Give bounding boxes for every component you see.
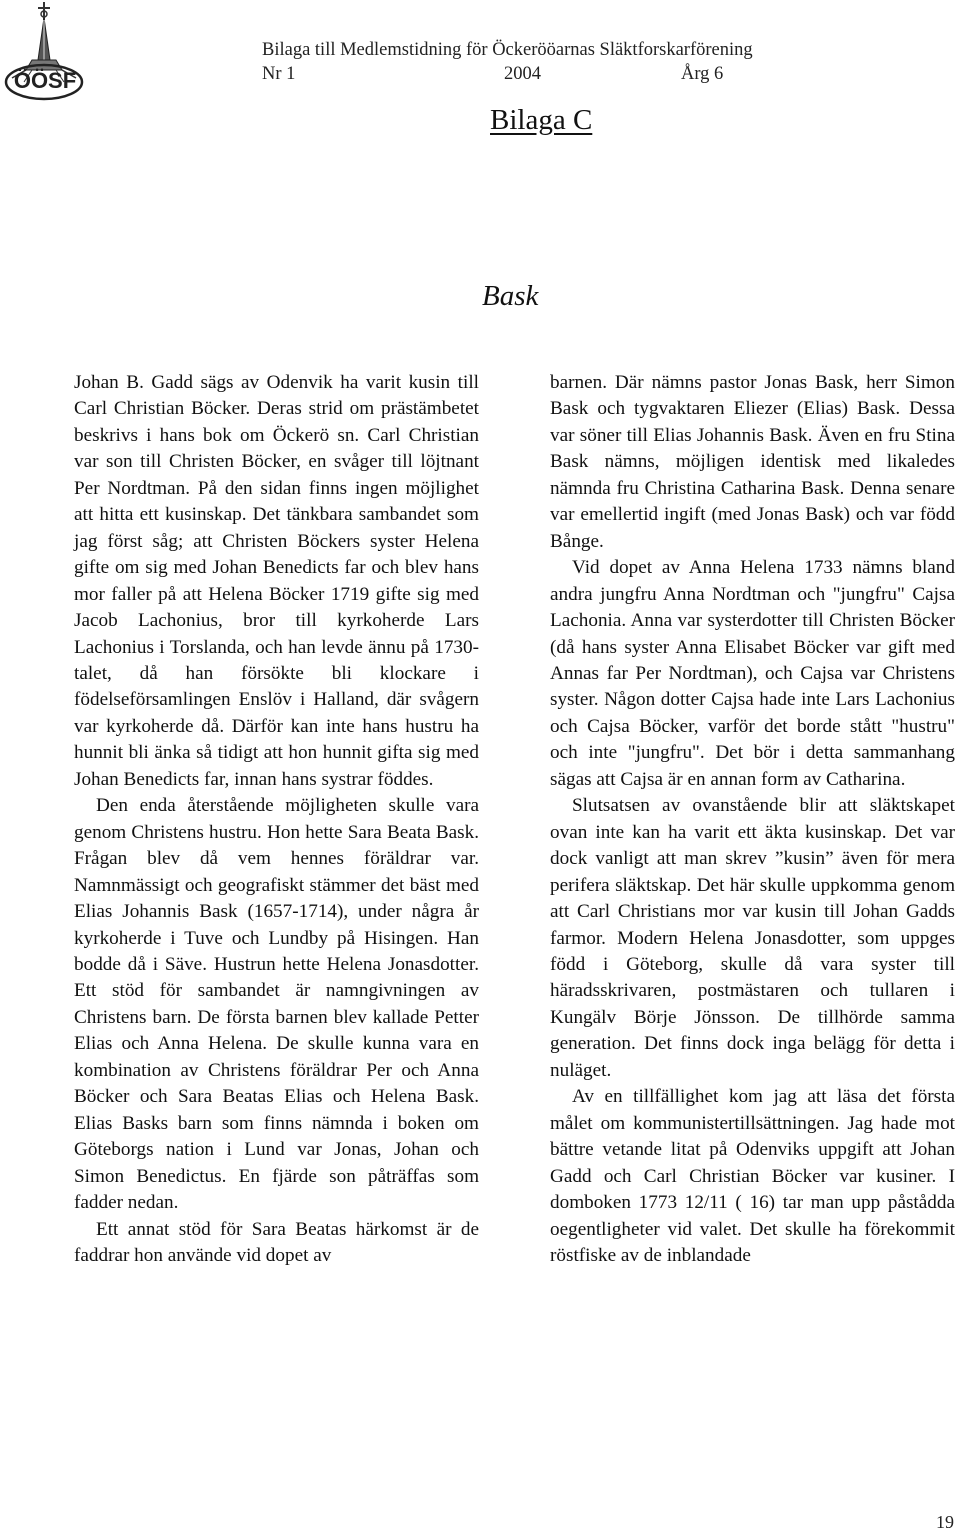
page-number: 19 xyxy=(936,1512,954,1532)
paragraph: Av en tillfällighet kom jag att läsa det första målet om kommunistertillsättningen. Jag hade mot bättre vetande litat på Odenviks uppgift att Johan Gadd och Carl Christian Böcker var kusiner. I domboken 1773 12/11 ( 16) tar man upp påstådda oegentligheter vid valet. Det skulle ha förekommit röstfiske av de inblandade xyxy=(550,1086,955,1266)
page-title: Bilaga C xyxy=(490,104,593,136)
paragraph: Johan B. Gadd sägs av Odenvik ha varit kusin till Carl Christian Böcker. Deras strid om prästämbetet beskrivs i hans bok om Öckerö sn. Carl Christian var son till Christen Böcker, en svåger till löjtnant Per Nordtman. På den sidan finns ingen möjlighet att hitta ett kusinskap. Det tänkbara sambandet som jag först såg; att Christen Böckers syster Helena gifte om sig med Johan Benedicts far och blev hans mor faller på att Helena Böcker 1719 gifte sig med Jacob Lachonius, bror till kyrkoherde Lars Lachonius i Torslanda, och han levde ännu på 1730-talet, då han försökte bli klockare i födelseförsamlingen Enslöv i Halland, där svågern var kyrkoherde då. Därför kan inte hans hustru ha hunnit bli änka så tidigt att hon hunnit gifta sig med Johan Benedicts far, innan hans systrar föddes. xyxy=(74,372,479,790)
header-volume: Årg 6 xyxy=(681,64,724,84)
society-logo xyxy=(2,0,86,104)
header-society-line: Bilaga till Medlemstidning för Öckerööarnas Släktforskarförening xyxy=(262,40,753,60)
paragraph: Den enda återstående möjligheten skulle vara genom Christens hustru. Hon hette Sara Beata Bask. Frågan blev då vem hennes föräldrar var. Namnmässigt och geografiskt stämmer det bäst med Elias Johannis Bask (1657-1714), under några år kyrkoherde i Tuve och Lundby på Hisingen. Han bodde då i Säve. Hustrun hette Helena Jonasdotter. Ett stöd för sambandet är namngivningen av Christens barn. De första barnen blev kallade Petter Elias och Anna Helena. De skulle kunna vara en kombination av Christens föräldrar Per och Anna Böcker och Sara Beatas Elias och Helena Bask. Elias Basks barn som finns nämnda i boken om Göteborgs nation i Lund var Jonas, Johan och Simon Benedictus. En fjärde son påträffas som fadder nedan. xyxy=(74,795,479,1214)
article-title: Bask xyxy=(482,280,539,312)
header-issue: Nr 1 xyxy=(262,64,296,84)
paragraph: Vid dopet av Anna Helena 1733 nämns bland andra jungfru Anna Nordtman och "jungfru" Cajsa Lachonia. Anna var systerdotter till Christen Böcker (då hans syster Anna Elisabet Böcker var gift med Annas far Per Nordtman), och Cajsa var Christens syster. Någon dotter Cajsa hade inte Lars Lachonius och Cajsa Böcker, varför det borde stått "hustru" och inte "jungfru". Det bör i detta sammanhang sägas att Cajsa är en annan form av Catharina. xyxy=(550,557,955,790)
left-column xyxy=(74,370,479,1269)
paragraph: Slutsatsen av ovanstående blir att släktskapet ovan inte kan ha varit ett äkta kusinskap. Det var dock vanligt att man skrev ”kusin” även för mera perifera släktskap. Det här skulle uppkomma genom att Carl Christians mor var kusin till Johan Gadds farmor. Modern Helena Jonasdotter, som uppges född i Göteborg, skulle då vara syster till häradsskrivaren, postmästaren och tullaren i Kungälv Börje Jönsson. De tillhörde samma generation. Det finns dock inga belägg för detta i nuläget. xyxy=(550,795,955,1081)
header-year: 2004 xyxy=(504,64,541,84)
running-header xyxy=(262,38,782,86)
paragraph: Ett annat stöd för Sara Beatas härkomst är de faddrar hon använde vid dopet av xyxy=(74,1218,479,1266)
paragraph: barnen. Där nämns pastor Jonas Bask, herr Simon Bask och tygvaktaren Eliezer (Elias) Bask. Dessa var söner till Elias Johannis Bask. Även en fru Stina Bask nämns, möjligen identisk med likaledes nämnda fru Christina Catharina Bask. Denna senare var emellertid ingift (med Jonas Bask) och var född Bånge. xyxy=(550,372,955,552)
right-column xyxy=(550,370,955,1269)
logo-text: ÖÖSF xyxy=(13,68,77,93)
